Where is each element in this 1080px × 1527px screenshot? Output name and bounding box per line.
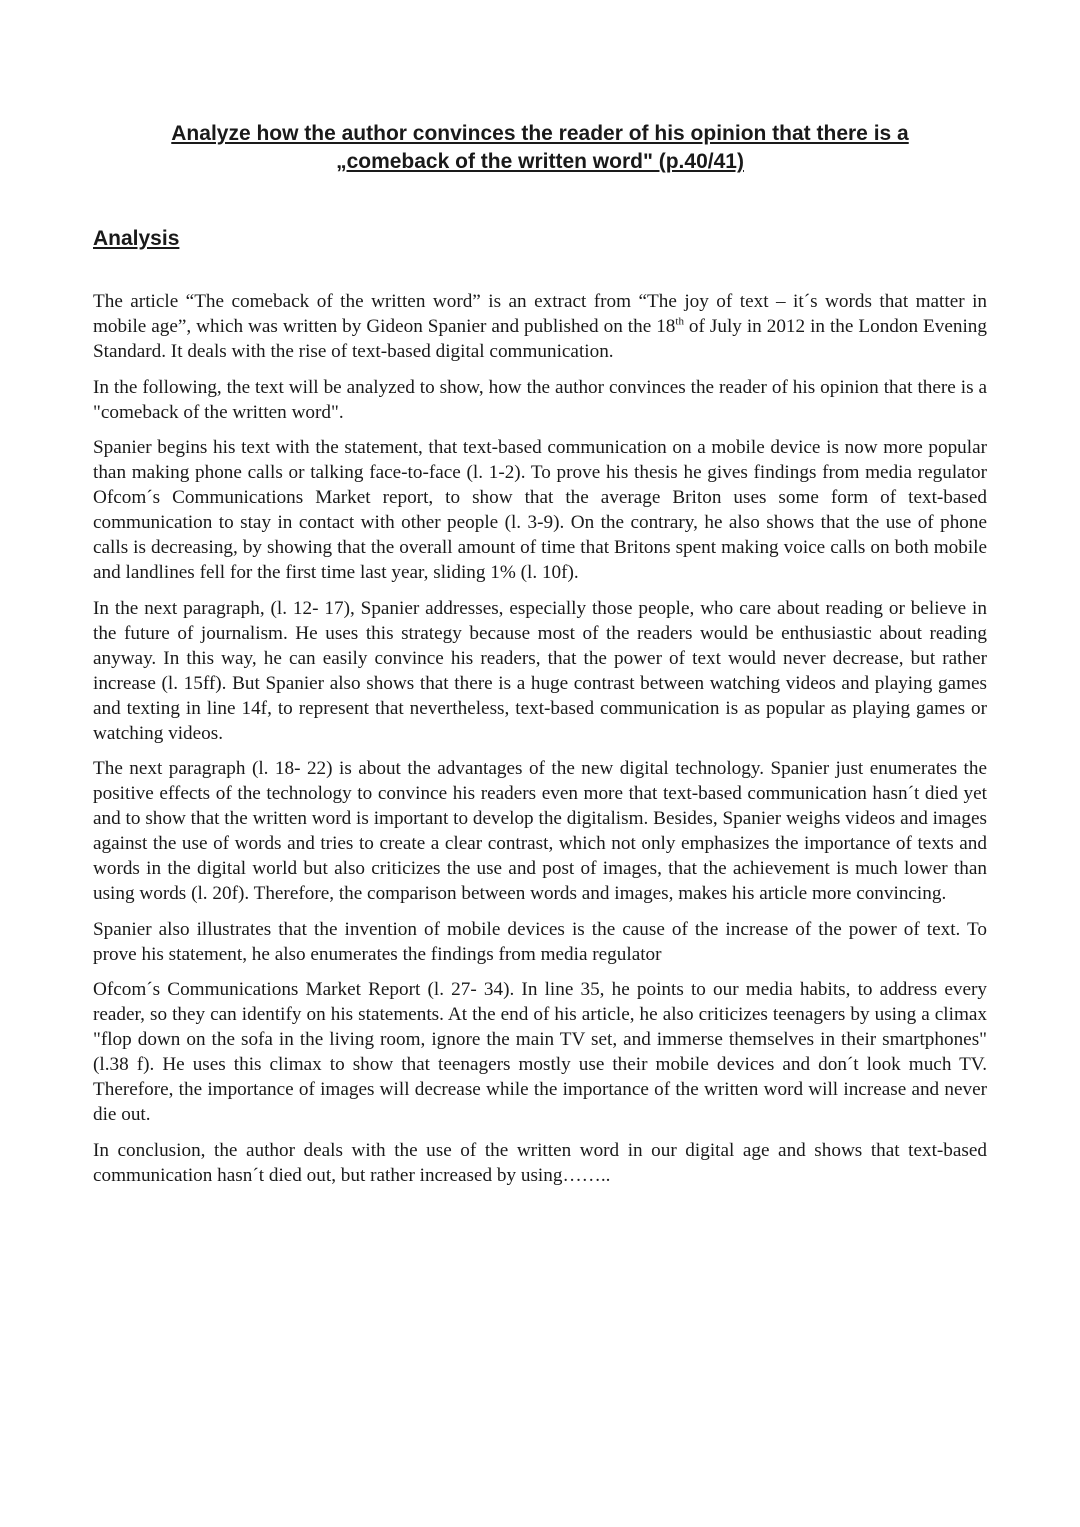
paragraph-5: The next paragraph (l. 18- 22) is about the advantages of the new digital technology. Spanier just enumerates the positive effects of the technology to convince his readers even more that text-based communication hasn´t died yet and to show that the written word is important to develop the digitalism. Besides, Spanier weighs videos and images against the use of words and tries to create a clear contrast, which not only emphasizes the importance of texts and words in the digital world but also criticizes the use and post of images, that the achievement is much lower than using words (l. 20f). Therefore, the comparison between words and images, makes his article more convincing. bbox=[93, 758, 987, 904]
paragraph-1-text-a: The article “The comeback of the written word” is an extract from “The joy of text – it´s words that matter in mobile age”, which was written by Gideon Spanier and published on the 18 bbox=[93, 291, 987, 337]
paragraph-7: Ofcom´s Communications Market Report (l. 27- 34). In line 35, he points to our media habits, to address every reader, so they can identify on his statements. At the end of his article, he also criticizes teenagers by using a climax "flop down on the sofa in the living room, ignore the main TV set, and immerse themselves in their smartphones"(l.38 f). He uses this climax to show that teenagers mostly use their mobile devices and don´t look much TV. Therefore, the importance of images will decrease while the importance of the written word will increase and never die out. bbox=[93, 979, 987, 1125]
paragraph-4: In the next paragraph, (l. 12- 17), Spanier addresses, especially those people, who care about reading or believe in the future of journalism. He uses this strategy because most of the readers would be enthusiastic about reading anyway. In this way, he can easily convince his readers, that the power of text would never decrease, but rather increase (l. 15ff). But Spanier also shows that there is a huge contrast between watching videos and playing games and texting in line 14f, to represent that nevertheless, text-based communication is as popular as playing games or watching videos. bbox=[93, 597, 987, 744]
title-line-2: „comeback of the written word" (p.40/41) bbox=[336, 150, 744, 173]
section-heading-analysis: Analysis bbox=[93, 227, 180, 250]
paragraph-1 bbox=[93, 289, 987, 364]
document-title bbox=[93, 120, 987, 176]
paragraph-3: Spanier begins his text with the statement, that text-based communication on a mobile device is now more popular than making phone calls or talking face-to-face (l. 1-2). To prove his thesis he gives findings from media regulator Ofcom´s Communications Market report, to show that the average Briton uses some form of text-based communication to stay in contact with other people (l. 3-9). On the contrary, he also shows that the use of phone calls is decreasing, by showing that the overall amount of time that Britons spent making voice calls on both mobile and landlines fell for the first time last year, sliding 1% (l. 10f). bbox=[93, 437, 987, 583]
title-line-1: Analyze how the author convinces the reader of his opinion that there is a bbox=[171, 122, 909, 145]
paragraph-1-text-b: of July in 2012 in the London Evening Standard. It deals with the rise of text-based digital communication. bbox=[93, 316, 987, 362]
ordinal-suffix: th bbox=[675, 315, 684, 328]
paragraph-6: Spanier also illustrates that the invention of mobile devices is the cause of the increase of the power of text. To prove his statement, he also enumerates the findings from media regulator bbox=[93, 918, 987, 965]
paragraph-2: In the following, the text will be analyzed to show, how the author convinces the reader of his opinion that there is a "comeback of the written word". bbox=[93, 376, 987, 423]
paragraph-8: In conclusion, the author deals with the use of the written word in our digital age and shows that text-based communication hasn´t died out, but rather increased by using…….. bbox=[93, 1139, 987, 1186]
document-body bbox=[93, 289, 987, 1198]
